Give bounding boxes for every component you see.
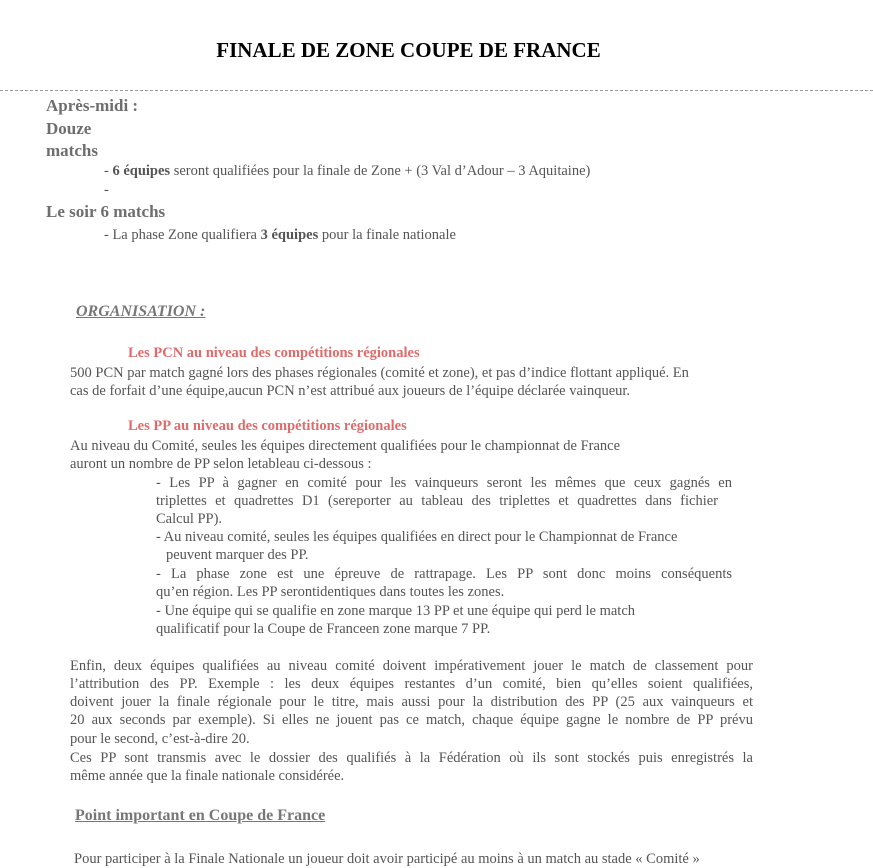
bullet-bold: 6 équipes [112, 163, 171, 179]
organisation-heading: ORGANISATION : [76, 303, 206, 320]
pp-line-2: auront un nombre de PP selon letableau ci-dessous : [70, 456, 372, 472]
bullet-prefix: - La phase Zone qualifiera [104, 227, 261, 243]
bullet-rest: pour la finale nationale [318, 227, 456, 243]
important-line-1: Pour participer à la Finale Nationale un joueur doit avoir participé au moins à un match au stade « Comité » [74, 851, 700, 867]
afternoon-bullet-2: - [104, 182, 109, 198]
pp-title: Les PP au niveau des compétitions régionales [128, 418, 407, 434]
ces-line-2: même année que la finale nationale considérée. [70, 768, 345, 784]
pp-line-1: Au niveau du Comité, seules les équipes directement qualifiées pour le championnat de France [70, 438, 621, 454]
afternoon-heading-2: Douze [46, 119, 92, 138]
bullet-bold: 3 équipes [260, 227, 319, 243]
important-heading: Point important en Coupe de France [75, 807, 326, 824]
dashed-divider [0, 90, 873, 91]
pp-bullet-2-line-2: peuvent marquer des PP. [166, 547, 309, 563]
enfin-line-4: 20 aux seconds par exemple). Si elles ne jouent pas ce match, chaque équipe gagne le nombre de PP prévu [70, 712, 753, 728]
pp-bullet-1-line-1: - Les PP à gagner en comité pour les vainqueurs seront les mêmes que ceux gagnés en [156, 475, 732, 491]
pcn-line-2: cas de forfait d’une équipe,aucun PCN n’est attribué aux joueurs de l’équipe déclarée vainqueur. [70, 383, 631, 399]
pp-bullet-2-line-1: - Au niveau comité, seules les équipes qualifiées en direct pour le Championnat de France [156, 529, 678, 545]
enfin-line-1: Enfin, deux équipes qualifiées au niveau comité doivent impérativement jouer le match de classement pour [70, 658, 753, 674]
evening-bullet [104, 226, 456, 244]
evening-heading: Le soir 6 matchs [46, 202, 166, 221]
pp-bullet-1-line-3: Calcul PP). [156, 511, 223, 527]
enfin-line-2: l’attribution des PP. Exemple : les deux équipes restantes d’un comité, bien qu’elles soient qualifiées, [70, 676, 753, 692]
pp-bullet-3-line-2: qu’en région. Les PP serontidentiques dans toutes les zones. [156, 584, 505, 600]
pp-bullet-3-line-1: - La phase zone est une épreuve de rattrapage. Les PP sont donc moins conséquents [156, 566, 732, 582]
pp-bullet-1-line-2: triplettes et quadrettes D1 (sereporter au tableau des triplettes et quadrettes dans fichier [156, 493, 718, 509]
ces-line-1: Ces PP sont transmis avec le dossier des qualifiés à la Fédération où ils sont stockés puis enregistrés la [70, 750, 753, 766]
pp-bullet-4-line-2: qualificatif pour la Coupe de Franceen zone marque 7 PP. [156, 621, 491, 637]
bullet-rest: seront qualifiées pour la finale de Zone + (3 Val d’Adour – 3 Aquitaine) [170, 163, 591, 179]
afternoon-heading-1: Après-midi : [46, 96, 139, 115]
enfin-line-5: pour le second, c’est-à-dire 20. [70, 731, 250, 747]
pp-bullet-4-line-1: - Une équipe qui se qualifie en zone marque 13 PP et une équipe qui perd le match [156, 603, 636, 619]
pcn-line-1: 500 PCN par match gagné lors des phases régionales (comité et zone), et pas d’indice flottant appliqué. En [70, 365, 689, 381]
pcn-title: Les PCN au niveau des compétitions régionales [128, 345, 420, 361]
enfin-line-3: doivent jouer la finale régionale pour le titre, mais aussi pour la distribution des PP (25 aux vainqueurs et [70, 694, 753, 710]
afternoon-heading-3: matchs [46, 141, 98, 160]
page-title: FINALE DE ZONE COUPE DE FRANCE [216, 38, 601, 62]
afternoon-bullet-1 [104, 162, 590, 180]
bullet-prefix: - [104, 163, 113, 179]
